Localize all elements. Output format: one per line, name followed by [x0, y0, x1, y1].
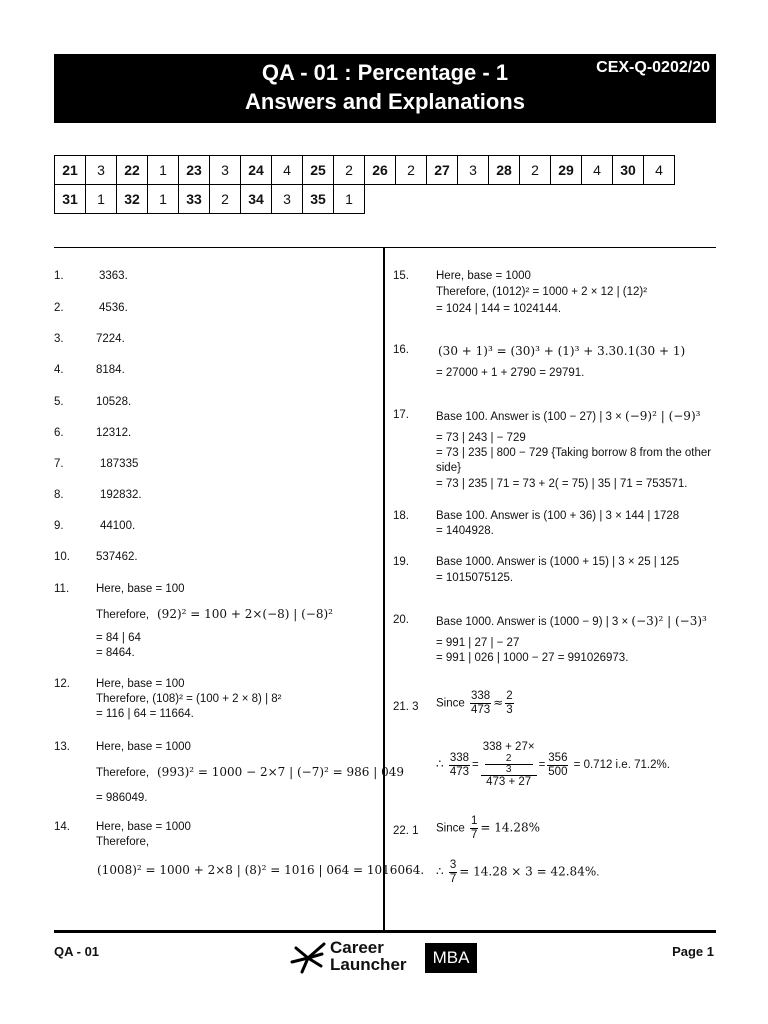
answer-text: 537462. — [96, 551, 138, 563]
item-number: 11. — [54, 583, 70, 595]
equation — [436, 741, 670, 789]
question-number: 24 — [241, 156, 272, 185]
answer-option: 4 — [644, 156, 675, 185]
numerator: 356 — [548, 751, 568, 764]
answer-option: 4 — [582, 156, 613, 185]
question-number: 35 — [303, 185, 334, 214]
numerator: 3 — [449, 859, 457, 871]
numerator: 2 — [505, 753, 512, 764]
explanation-text: Base 1000. Answer is (1000 − 9) | 3 × — [436, 616, 629, 628]
question-number: 23 — [179, 156, 210, 185]
explanation-line: = 8464. — [96, 647, 135, 659]
denominator: 500 — [548, 765, 568, 778]
explanation-line: = 1015075125. — [436, 572, 514, 584]
explanation-line: = 73 | 243 | − 729 — [436, 432, 526, 444]
equation: (993)² = 1000 − 2×7 | (−7)² = 986 | 049 — [157, 765, 405, 779]
item-number: 5. — [54, 396, 64, 408]
denominator: 473 — [470, 704, 491, 716]
explanation-line: = 116 | 64 = 11664. — [96, 708, 194, 720]
answer-text: 4536. — [99, 302, 128, 314]
answer-text: 10528. — [96, 396, 132, 408]
denominator: 7 — [449, 873, 457, 885]
item-number: 8. — [54, 489, 64, 501]
explanation-line: = 27000 + 1 + 2790 = 29791. — [436, 367, 585, 379]
explanation-line: Here, base = 1000 — [96, 821, 191, 833]
answer-key-table — [54, 155, 675, 214]
equation: (30 + 1)³ = (30)³ + (1)³ + 3.30.1(30 + 1) — [438, 344, 686, 358]
question-number: 29 — [551, 156, 582, 185]
denominator: 473 + 27 — [481, 775, 537, 789]
document-code: CEX-Q-0202/20 — [596, 59, 710, 76]
equals-sign: = — [538, 759, 546, 772]
answer-option: 2 — [396, 156, 427, 185]
answer-text: 7224. — [96, 333, 125, 345]
item-number: 7. — [54, 458, 64, 470]
answer-text: 192832. — [100, 489, 142, 501]
explanation-line — [436, 614, 707, 628]
page-number: Page 1 — [672, 944, 714, 959]
page-title: QA - 01 : Percentage - 1 — [261, 60, 509, 85]
item-number: 20. — [393, 614, 409, 626]
brand-name — [330, 939, 407, 973]
question-number: 31 — [55, 185, 86, 214]
denominator: 3 — [506, 704, 513, 716]
item-number: 9. — [54, 520, 64, 532]
equation: (1008)² = 1000 + 2×8 | (8)² = 1016 | 064 = 1016064. — [97, 863, 425, 877]
item-number: 4. — [54, 364, 64, 376]
therefore-sign: ∴ — [436, 864, 444, 879]
footer-section-label: QA - 01 — [54, 944, 100, 959]
question-number: 33 — [179, 185, 210, 214]
numerator: 2 — [506, 690, 513, 702]
divider-top — [54, 247, 716, 248]
item-number: 18. — [393, 510, 409, 522]
answer-option: 2 — [520, 156, 551, 185]
question-number: 34 — [241, 185, 272, 214]
item-number: 19. — [393, 556, 409, 568]
fraction — [484, 754, 534, 775]
column-divider — [383, 248, 385, 930]
item-number: 6. — [54, 427, 64, 439]
answer-text: 3363. — [99, 270, 128, 282]
denominator: 7 — [470, 829, 478, 841]
item-number: 2. — [54, 302, 64, 314]
career-launcher-logo-icon — [288, 938, 328, 978]
answer-option: 3 — [210, 156, 241, 185]
item-number: 21. 3 — [393, 701, 419, 713]
explanation-text: Since — [436, 822, 465, 835]
item-number: 14. — [54, 821, 70, 833]
question-number: 32 — [117, 185, 148, 214]
fraction — [470, 815, 478, 842]
equation — [436, 815, 540, 842]
denominator: 3 — [485, 764, 533, 775]
explanation-line: = 84 | 64 — [96, 632, 141, 644]
item-number: 17. — [393, 409, 409, 421]
numerator: 338 — [470, 690, 491, 702]
item-number: 13. — [54, 741, 70, 753]
explanation-text: Since — [436, 697, 465, 710]
answer-option: 3 — [272, 185, 303, 214]
explanation-line: Here, base = 1000 — [436, 270, 531, 282]
explanation-line: = 991 | 026 | 1000 − 27 = 991026973. — [436, 652, 629, 664]
fraction — [505, 690, 513, 717]
result-text: = 14.28 × 3 = 42.84% — [459, 864, 597, 879]
equation: (−9)² | (−9)³ — [625, 409, 701, 423]
item-number: 1. — [54, 270, 64, 282]
item-number: 12. — [54, 678, 70, 690]
approx-sign: ≈ — [493, 695, 504, 710]
question-number: 22 — [117, 156, 148, 185]
equation — [436, 690, 516, 717]
explanation-line: = 1024 | 144 = 1024144. — [436, 303, 562, 315]
item-number: 10. — [54, 551, 70, 563]
item-number: 22. 1 — [393, 825, 419, 837]
equals-sign: = — [472, 759, 479, 772]
explanation-line: = 991 | 27 | − 27 — [436, 637, 520, 649]
explanation-line: Therefore, (108)² = (100 + 2 × 8) | 8² — [96, 693, 282, 705]
answer-option: 3 — [458, 156, 489, 185]
brand-line: Career — [330, 938, 384, 957]
answer-option: 1 — [334, 185, 365, 214]
explanation-line: = 986049. — [96, 792, 148, 804]
answer-text: 8184. — [96, 364, 125, 376]
explanation-line: Here, base = 100 — [96, 678, 185, 690]
brand-line: Launcher — [330, 955, 407, 974]
result-text: = 14.28% — [480, 820, 541, 835]
page-subtitle: Answers and Explanations — [245, 89, 525, 114]
answer-text: 44100. — [100, 520, 136, 532]
fraction — [547, 752, 568, 779]
divider-bottom — [54, 930, 716, 933]
explanation-line: = 1404928. — [436, 525, 494, 537]
explanation-line: Therefore, — [96, 836, 150, 848]
title-banner — [54, 54, 716, 123]
numerator: 1 — [470, 815, 478, 827]
question-number: 28 — [489, 156, 520, 185]
question-number: 30 — [613, 156, 644, 185]
answer-text: 12312. — [96, 427, 132, 439]
explanation-line: Therefore, — [96, 767, 150, 779]
result-text: = 0.712 i.e. 71.2%. — [573, 759, 670, 772]
explanation-line — [436, 409, 700, 423]
answer-option: 4 — [272, 156, 303, 185]
answer-text: 187335 — [100, 458, 139, 470]
item-number: 3. — [54, 333, 64, 345]
numerator: 338 — [449, 751, 470, 764]
therefore-sign: ∴ — [436, 757, 444, 772]
item-number: 16. — [393, 344, 409, 356]
explanation-text: Base 100. Answer is (100 − 27) | 3 × — [436, 411, 622, 423]
explanation-line: side} — [436, 462, 461, 474]
equation: (92)² = 100 + 2×(−8) | (−8)² — [157, 607, 333, 621]
explanation-line: Here, base = 100 — [96, 583, 185, 595]
question-number: 25 — [303, 156, 334, 185]
answer-key-row-1 — [55, 156, 675, 185]
answer-option: 3 — [86, 156, 117, 185]
fraction — [470, 690, 491, 717]
equation — [436, 859, 599, 886]
explanation-line: Base 100. Answer is (100 + 36) | 3 × 144 | 1728 — [436, 510, 680, 522]
explanation-line: Base 1000. Answer is (1000 + 15) | 3 × 25 | 125 — [436, 556, 680, 568]
explanation-line: = 73 | 235 | 71 = 73 + 2( = 75) | 35 | 71 = 753571. — [436, 478, 688, 490]
answer-option: 2 — [334, 156, 365, 185]
numerator — [481, 741, 537, 775]
answer-option: 1 — [148, 185, 179, 214]
explanation-line: = 73 | 235 | 800 − 729 {Taking borrow 8 from the other — [436, 447, 712, 459]
answer-key-row-2 — [55, 185, 675, 214]
answer-option: 1 — [86, 185, 117, 214]
equation: (−3)² | (−3)³ — [631, 614, 707, 628]
question-number: 26 — [365, 156, 396, 185]
question-number: 21 — [55, 156, 86, 185]
mba-badge: MBA — [425, 943, 477, 973]
period: . — [596, 866, 600, 879]
fraction — [481, 741, 537, 789]
question-number: 27 — [427, 156, 458, 185]
answer-option: 1 — [148, 156, 179, 185]
item-number: 15. — [393, 270, 409, 282]
explanation-line: Therefore, (1012)² = 1000 + 2 × 12 | (12)² — [436, 286, 648, 298]
explanation-line: Here, base = 1000 — [96, 741, 191, 753]
denominator: 473 — [449, 765, 470, 778]
fraction — [449, 859, 457, 886]
numerator-text: 338 + 27× — [482, 741, 535, 753]
answer-option: 2 — [210, 185, 241, 214]
explanation-line: Therefore, — [96, 609, 150, 621]
fraction — [449, 752, 470, 779]
